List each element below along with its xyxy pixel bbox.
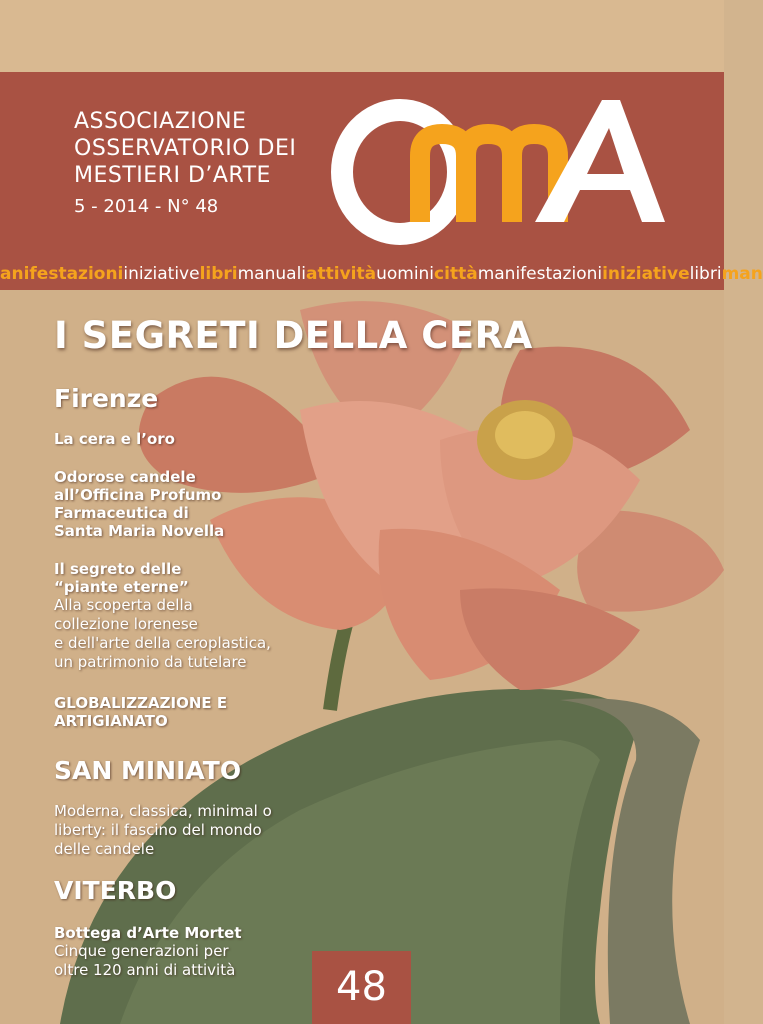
article-title bbox=[54, 468, 224, 540]
article-line: Moderna, classica, minimal o bbox=[54, 802, 272, 820]
article-line: un patrimonio da tutelare bbox=[54, 653, 247, 671]
article-line: Farmaceutica di bbox=[54, 504, 189, 522]
article-line: Alla scoperta della bbox=[54, 596, 193, 614]
article-line: all’Officina Profumo bbox=[54, 486, 222, 504]
ticker-word: manuali bbox=[237, 264, 307, 284]
article-title bbox=[54, 694, 227, 730]
section-san-miniato: SAN MINIATO bbox=[54, 756, 242, 785]
ticker-word: iniziative bbox=[602, 264, 690, 284]
article-line: Bottega d’Arte Mortet bbox=[54, 924, 242, 942]
association-line: ASSOCIAZIONE bbox=[74, 109, 247, 134]
article-block bbox=[54, 802, 272, 859]
article-line: Odorose candele bbox=[54, 468, 196, 486]
ticker-word: libri bbox=[199, 264, 238, 284]
article-line: liberty: il fascino del mondo bbox=[54, 821, 262, 839]
article-line: collezione lorenese bbox=[54, 615, 198, 633]
article-line: Il segreto delle bbox=[54, 560, 182, 578]
issue-info: 5 - 2014 - N° 48 bbox=[74, 196, 219, 217]
article-line: ARTIGIANATO bbox=[54, 712, 168, 730]
ticker-word: manifestazioni bbox=[477, 264, 603, 284]
oma-logo bbox=[330, 82, 680, 242]
article-block bbox=[54, 560, 271, 672]
section-firenze: Firenze bbox=[54, 384, 159, 413]
spine-fine-print bbox=[4, 340, 14, 1020]
ticker-word: iniziative bbox=[123, 264, 200, 284]
association-line: MESTIERI D’ARTE bbox=[74, 163, 271, 188]
article-line: e dell'arte della ceroplastica, bbox=[54, 634, 271, 652]
ticker-word: libri bbox=[689, 264, 722, 284]
article-line: “piante eterne” bbox=[54, 578, 189, 596]
ticker-word: anifestazioni bbox=[0, 264, 124, 284]
article-block bbox=[54, 924, 242, 980]
section-viterbo: VITERBO bbox=[54, 876, 177, 905]
article-line: GLOBALIZZAZIONE E bbox=[54, 694, 228, 712]
ticker-word: uomini bbox=[376, 264, 435, 284]
article-line: Cinque generazioni per bbox=[54, 942, 229, 960]
article-line: oltre 120 anni di attività bbox=[54, 961, 236, 979]
article-line: delle candele bbox=[54, 840, 155, 858]
ticker-word: attività bbox=[306, 264, 377, 284]
issue-number-badge: 48 bbox=[312, 951, 411, 1024]
topic-ticker bbox=[0, 260, 763, 290]
article-title: La cera e l’oro bbox=[54, 430, 175, 448]
article-line: Santa Maria Novella bbox=[54, 522, 225, 540]
association-name bbox=[74, 108, 296, 189]
cover-headline: I SEGRETI DELLA CERA bbox=[54, 314, 533, 357]
ticker-word: città bbox=[434, 264, 478, 284]
ticker-word: man bbox=[721, 264, 763, 284]
top-strip bbox=[0, 0, 724, 72]
spine-text bbox=[4, 1018, 11, 1020]
association-line: OSSERVATORIO DEI bbox=[74, 136, 297, 161]
